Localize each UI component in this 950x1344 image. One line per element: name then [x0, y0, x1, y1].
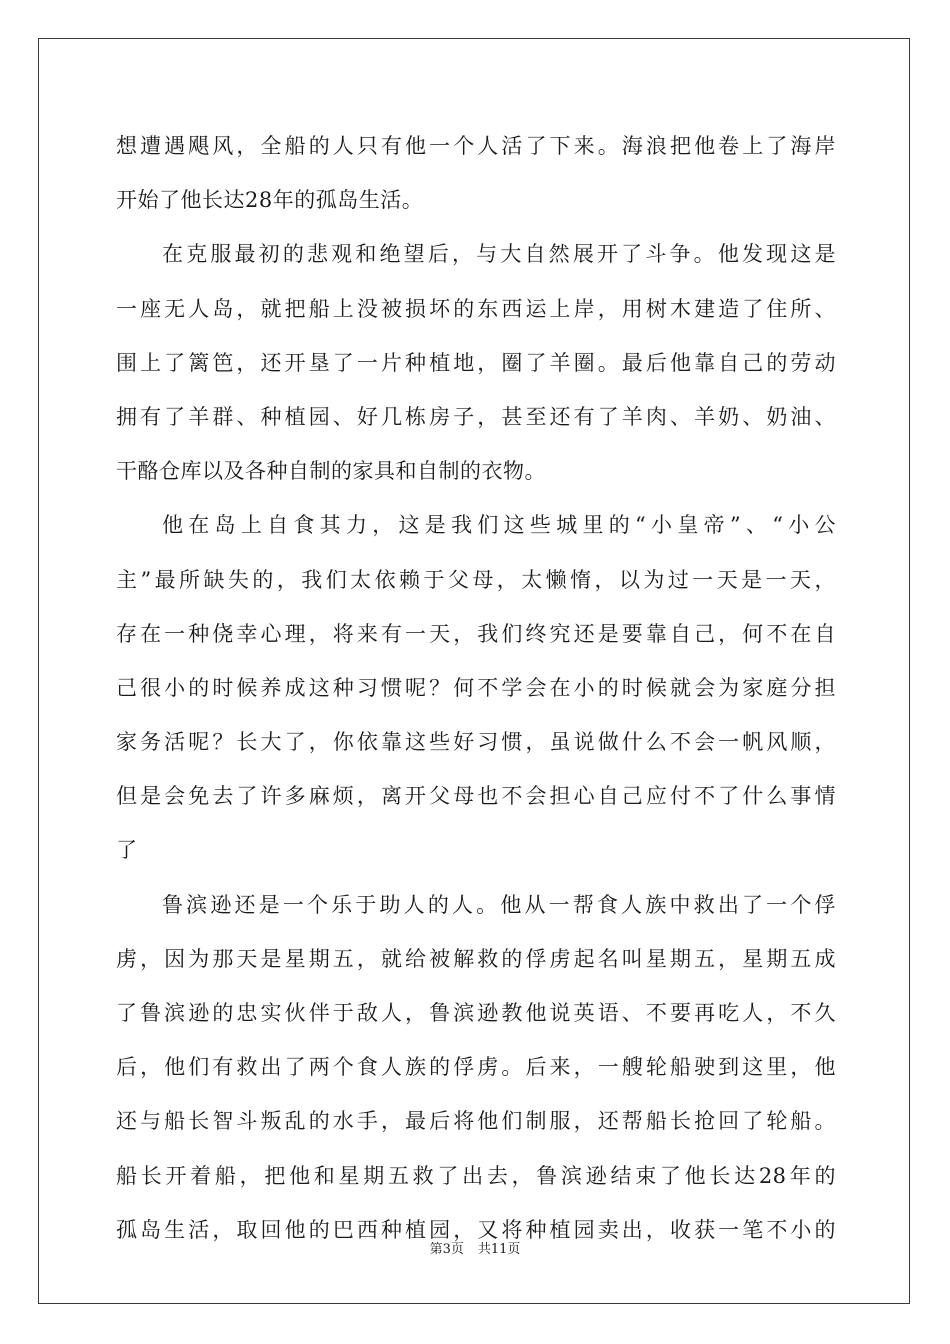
text-line: 船长开着船，把他和星期五救了出去，鲁滨逊结束了他长达28年的 [116, 1163, 836, 1188]
text-line: 拥有了羊群、种植园、好几栋房子，甚至还有了羊肉、羊奶、奶油、 [116, 404, 836, 429]
paragraph-start-line: 在克服最初的悲观和绝望后，与大自然展开了斗争。他发现这是 [162, 242, 836, 267]
text-line: 开始了他长达28年的孤岛生活。 [116, 188, 424, 213]
text-line: 干酪仓库以及各种自制的家具和自制的衣物。 [116, 459, 546, 484]
text-line: 家务活呢？长大了，你依靠这些好习惯，虽说做什么不会一帆风顺， [116, 730, 836, 755]
page-footer [0, 1240, 950, 1260]
text-line: 围上了篱笆，还开垦了一片种植地，圈了羊圈。最后他靠自己的劳动 [116, 350, 836, 375]
text-line: 虏，因为那天是星期五，就给被解救的俘虏起名叫星期五，星期五成 [116, 946, 836, 971]
document-body [116, 126, 836, 1264]
text-line: 了鲁滨逊的忠实伙伴于敌人，鲁滨逊教他说英语、不要再吃人，不久 [116, 1001, 836, 1025]
text-line: 后，他们有救出了两个食人族的俘虏。后来，一艘轮船驶到这里，他 [116, 1055, 836, 1080]
page-total: 共11页 [477, 1242, 521, 1257]
text-line: 了 [116, 838, 138, 863]
text-line: 一座无人岛，就把船上没被损坏的东西运上岸，用树木建造了住所、 [116, 296, 836, 321]
paragraph-start-line: 鲁滨逊还是一个乐于助人的人。他从一帮食人族中救出了一个俘 [162, 892, 836, 917]
paragraph-start-line: 他在岛上自食其力，这是我们这些城里的“小皇帝”、“小公 [162, 513, 836, 538]
text-line: 还与船长智斗叛乱的水手，最后将他们制服，还帮船长抢回了轮船。 [116, 1109, 836, 1134]
text-line: 孤岛生活，取回他的巴西种植园，又将种植园卖出，收获一笔不小的 [116, 1217, 836, 1242]
page-number: 第3页 [429, 1242, 464, 1257]
text-line: 但是会免去了许多麻烦，离开父母也不会担心自己应付不了什么事情 [116, 784, 836, 809]
text-line: 想遭遇飓风，全船的人只有他一个人活了下来。海浪把他卷上了海岸 [116, 134, 836, 158]
text-line: 主”最所缺失的，我们太依赖于父母，太懒惰，以为过一天是一天， [116, 567, 836, 592]
text-line: 存在一种侥幸心理，将来有一天，我们终究还是要靠自己，何不在自 [116, 621, 836, 646]
text-line: 己很小的时候养成这种习惯呢？何不学会在小的时候就会为家庭分担 [116, 675, 836, 700]
